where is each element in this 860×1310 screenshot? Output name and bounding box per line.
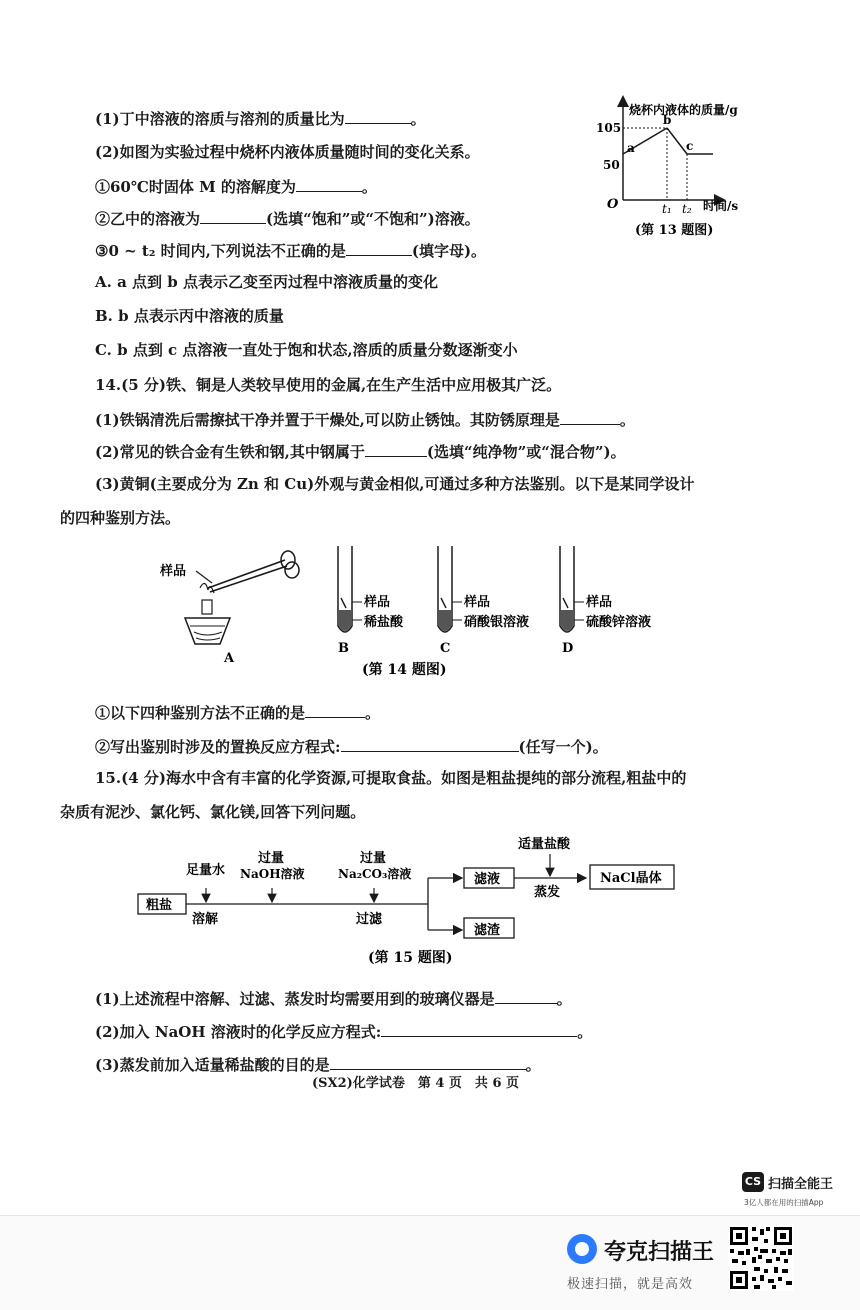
q13-line3: ①60℃时固体 M 的溶解度为 。 [95,178,377,196]
graph-origin: O [607,197,619,212]
q15-flowchart [130,828,690,970]
answer-blank[interactable] [296,176,362,192]
q14-line6: ②写出鉴别时涉及的置换反应方程式: (任写一个)。 [95,738,608,756]
d-sample: 样品 [586,595,613,610]
crude-salt-label: 粗盐 [146,898,173,913]
q13-graph [595,92,770,242]
naoh-label: NaOH溶液 [240,867,305,881]
dissolve-label: 溶解 [192,912,219,927]
graph-point-b: b [663,113,672,127]
answer-blank[interactable] [560,409,620,425]
quark-logo-icon [567,1234,597,1264]
answer-blank[interactable] [305,702,365,718]
q15-head2: 杂质有泥沙、氯化钙、氯化镁,回答下列问题。 [60,803,366,821]
q13-option-c: C. b 点到 c 点溶液一直处于饱和状态,溶质的质量分数逐渐变小 [95,341,518,359]
method-d-tube [560,546,651,656]
graph-y105: 105 [596,121,622,135]
graph-caption: (第 13 题图) [635,223,714,238]
q13-option-b: B. b 点表示丙中溶液的质量 [95,307,284,325]
q14-caption: (第 14 题图) [362,662,447,678]
answer-blank[interactable] [495,988,557,1004]
hcl-label: 适量盐酸 [518,837,571,852]
page-footer: (SX2)化学试卷 第 4 页 共 6 页 [312,1076,520,1091]
b-liquid: 稀盐酸 [364,615,404,630]
q13-line1: (1)丁中溶液的溶质与溶剂的质量比为 。 [95,110,426,128]
c-label: C [440,641,451,656]
graph-t2: t₂ [682,202,692,216]
q15-line2: (2)加入 NaOH 溶液时的化学反应方程式: 。 [95,1023,593,1041]
quark-slogan: 极速扫描，就是高效 [567,1277,694,1292]
c-liquid: 硝酸银溶液 [464,615,530,630]
q15-caption: (第 15 题图) [368,950,453,966]
answer-blank[interactable] [365,441,427,457]
q15-line1: (1)上述流程中溶解、过滤、蒸发时均需要用到的玻璃仪器是 。 [95,990,572,1008]
qr-code-icon [728,1225,794,1291]
graph-ylabel: 烧杯内液体的质量/g [629,103,738,117]
d-label: D [562,641,574,656]
graph-y50: 50 [603,158,620,172]
a-label: A [224,651,235,666]
q13-line4: ②乙中的溶液为 (选填“饱和”或“不饱和”)溶液。 [95,210,480,228]
graph-t1: t₁ [662,202,672,216]
q13-line2: (2)如图为实验过程中烧杯内液体质量随时间的变化关系。 [95,143,480,161]
line-b-c [667,128,687,154]
method-a-flame [159,551,299,666]
d-liquid: 硫酸锌溶液 [586,615,652,630]
camscanner-watermark [742,1172,852,1212]
q13-line5: ③0 ~ t₂ 时间内,下列说法不正确的是 (填字母)。 [95,242,487,260]
q14-line4: 的四种鉴别方法。 [60,509,181,527]
filtrate-label: 滤液 [474,872,501,887]
residue-label: 滤渣 [474,923,501,938]
b-sample: 样品 [364,595,391,610]
method-b-tube [338,546,404,656]
quark-name: 夸克扫描王 [604,1240,715,1265]
q14-line1: (1)铁锅清洗后需擦拭干净并置于干燥处,可以防止锈蚀。其防锈原理是 。 [95,411,635,429]
filter-label: 过滤 [356,912,383,927]
water-label: 足量水 [186,863,226,878]
c-sample: 样品 [464,595,491,610]
answer-blank[interactable] [200,208,266,224]
q13-option-a: A. a 点到 b 点表示乙变至丙过程中溶液质量的变化 [95,273,438,291]
cs-logo-icon: CS [742,1172,764,1192]
answer-blank[interactable] [381,1021,577,1037]
answer-blank[interactable] [345,108,411,124]
q14-line2: (2)常见的铁合金有生铁和钢,其中钢属于 (选填“纯净物”或“混合物”)。 [95,443,626,461]
graph-point-a: a [627,141,635,155]
cs-name: 扫描全能王 [768,1177,834,1192]
answer-blank[interactable] [330,1054,526,1070]
cs-sub: 3亿人都在用的扫描App [744,1198,824,1207]
q15-head: 15.(4 分)海水中含有丰富的化学资源,可提取食盐。如图是粗盐提纯的部分流程,粗盐中的 [95,769,687,787]
method-c-tube [438,546,529,656]
q14-head: 14.(5 分)铁、铜是人类较早使用的金属,在生产生活中应用极其广泛。 [95,376,562,394]
graph-point-c: c [686,139,694,153]
q14-figure [150,538,680,683]
nacl-label: NaCl晶体 [600,871,662,886]
q14-line5: ①以下四种鉴别方法不正确的是 。 [95,704,381,722]
naoh-amount: 过量 [258,851,285,866]
answer-blank[interactable] [341,736,519,752]
q15-line3: (3)蒸发前加入适量稀盐酸的目的是 。 [95,1056,541,1074]
answer-blank[interactable] [346,240,412,256]
a-sample-label: 样品 [160,564,187,579]
na2co3-label: Na₂CO₃溶液 [338,867,412,881]
graph-xlabel: 时间/s [703,199,739,213]
q14-line3: (3)黄铜(主要成分为 Zn 和 Cu)外观与黄金相似,可通过多种方法鉴别。以下是某同学设计 [95,475,695,493]
evaporate-label: 蒸发 [534,885,561,900]
b-label: B [338,641,349,656]
na2co3-amount: 过量 [360,851,387,866]
